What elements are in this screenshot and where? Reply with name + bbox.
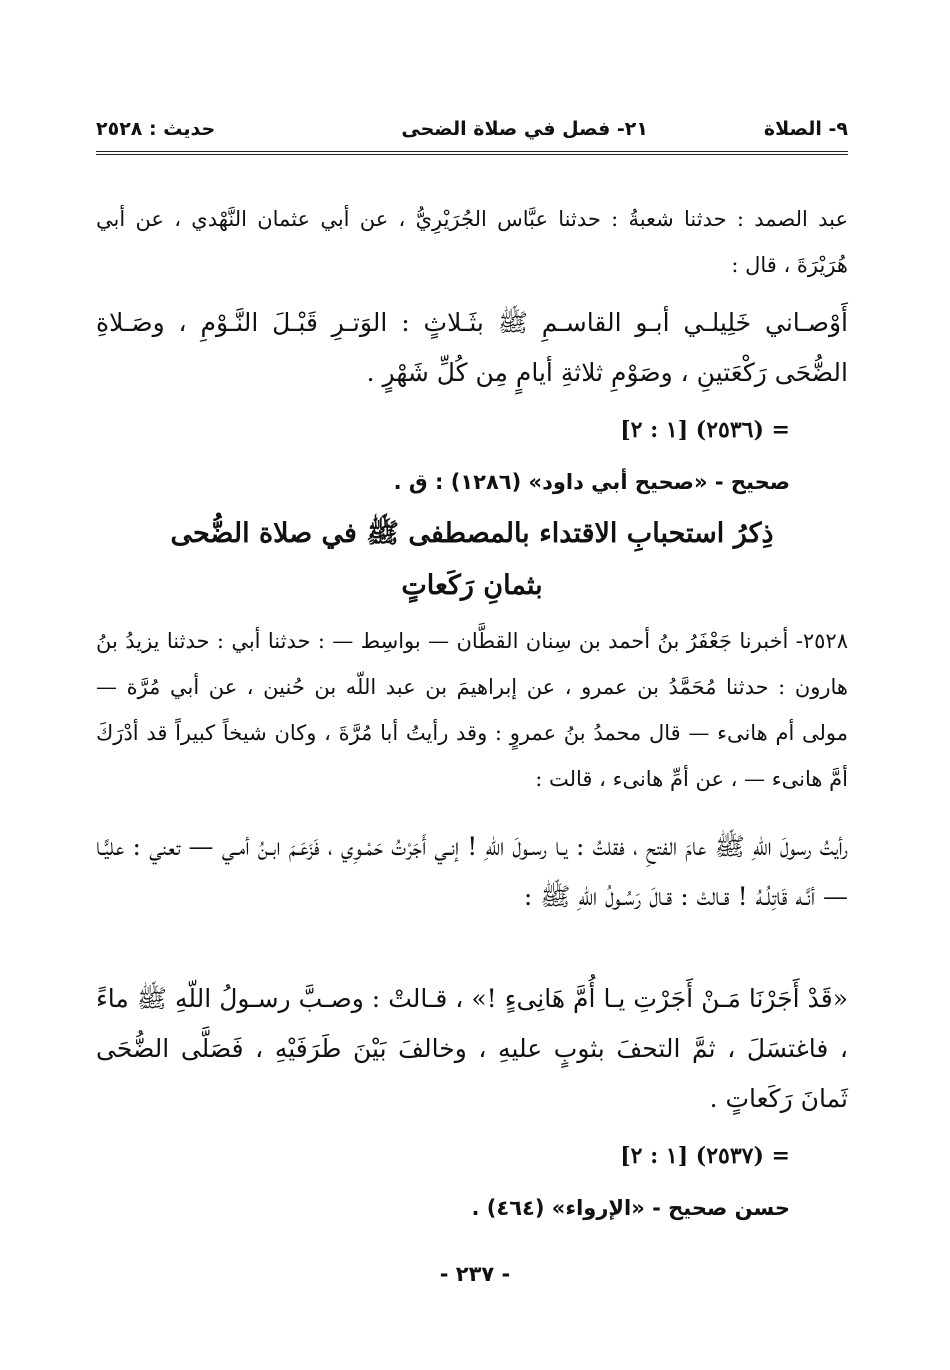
matn-paragraph-1: أَوْصـاني خَلِيلـي أبـو القاسـمِ ﷺ بثَـلاثٍ : الوَتـرِ قَبْـلَ النَّـوْمِ ، وصَـلاةِ الضُّحَى رَكْعَتينِ ، وصَوْمِ ثلاثةِ أيامٍ مِن كُلِّ شَهْرٍ . xyxy=(96,308,848,387)
chapter-heading-line-1: ذِكرُ استحبابِ الاقتداء بالمصطفى ﷺ في صلاة الضُّحى xyxy=(170,518,774,549)
hadith-number: حديث : ٢٥٢٨ xyxy=(96,118,216,140)
matn-paragraph-2: رأيتُ رسولَ اللّهِ ﷺ عامَ الفتحِ ، فقلتُ : يـا رسـولَ اللّهِ ! إنـي أَجَرْتُ حَمْـوِي ، فَزَعَـمَ ابـنُ أمـي — تعني : عليًّـا — أنَّـه قَاتِلُـهُ ! قـالتْ : قـالَ رَسُـولُ اللّهِ ﷺ : xyxy=(96,832,848,911)
grading-2: حسن صحيح - «الإرواء» (٤٦٤) . xyxy=(471,1196,790,1220)
header-divider-inner xyxy=(96,154,848,155)
grading-1: صحيح - «صحيح أبي داود» (١٢٨٦) : ق . xyxy=(393,470,790,494)
reference-2: = (٢٥٣٧) [١ : ٢] xyxy=(620,1143,790,1169)
chapter-title: ٩- الصلاة xyxy=(763,118,848,140)
matn-paragraph-3: «قَدْ أَجَرْنَا مَـنْ أَجَرْتِ يـا أُمَّ هَانِىءٍ !» ، قـالتْ : وصـبَّ رسـولُ اللّهِ ﷺ ماءً ، فاغتسَلَ ، ثمَّ التحفَ بثوبٍ عليهِ ، وخالفَ بَيْنَ طَرَفَيْهِ ، فَصَلَّى الضُّحَى ثَمانَ رَكَعاتٍ . xyxy=(96,984,848,1113)
isnad-paragraph-2: ٢٥٢٨- أخبرنا جَعْفَرُ بنُ أحمد بن سِنان القطَّان — بواسِط — : حدثنا أبي : حدثنا يزيدُ بنُ هارون : حدثنا مُحَمَّدُ بن عمرو ، عن إبراهيمَ بن عبد اللّه بن حُنين ، عن أبي مُرَّة — مولى أم هانىء — قال محمدُ بنُ عمروٍ : وقد رأيتُ أبا مُرَّةَ ، وكان شيخاً كبيراً قد أدْرَكَ أمَّ هانىء — ، عن أمِّ هانىء ، قالت : xyxy=(96,629,848,791)
isnad-paragraph-1: عبد الصمد : حدثنا شعبةُ : حدثنا عبَّاس الجُرَيْرِيُّ ، عن أبي عثمان النَّهْدي ، عن أبي هُرَيْرَةَ ، قال : xyxy=(96,207,848,277)
running-header xyxy=(96,112,848,146)
section-title: ٢١- فصل في صلاة الضحى xyxy=(401,118,648,140)
page-number: - ٢٣٧ - xyxy=(439,1262,511,1286)
reference-1: = (٢٥٣٦) [١ : ٢] xyxy=(620,417,790,443)
chapter-heading-line-2: بثمانِ رَكَعاتٍ xyxy=(401,570,543,601)
header-divider xyxy=(96,151,848,152)
